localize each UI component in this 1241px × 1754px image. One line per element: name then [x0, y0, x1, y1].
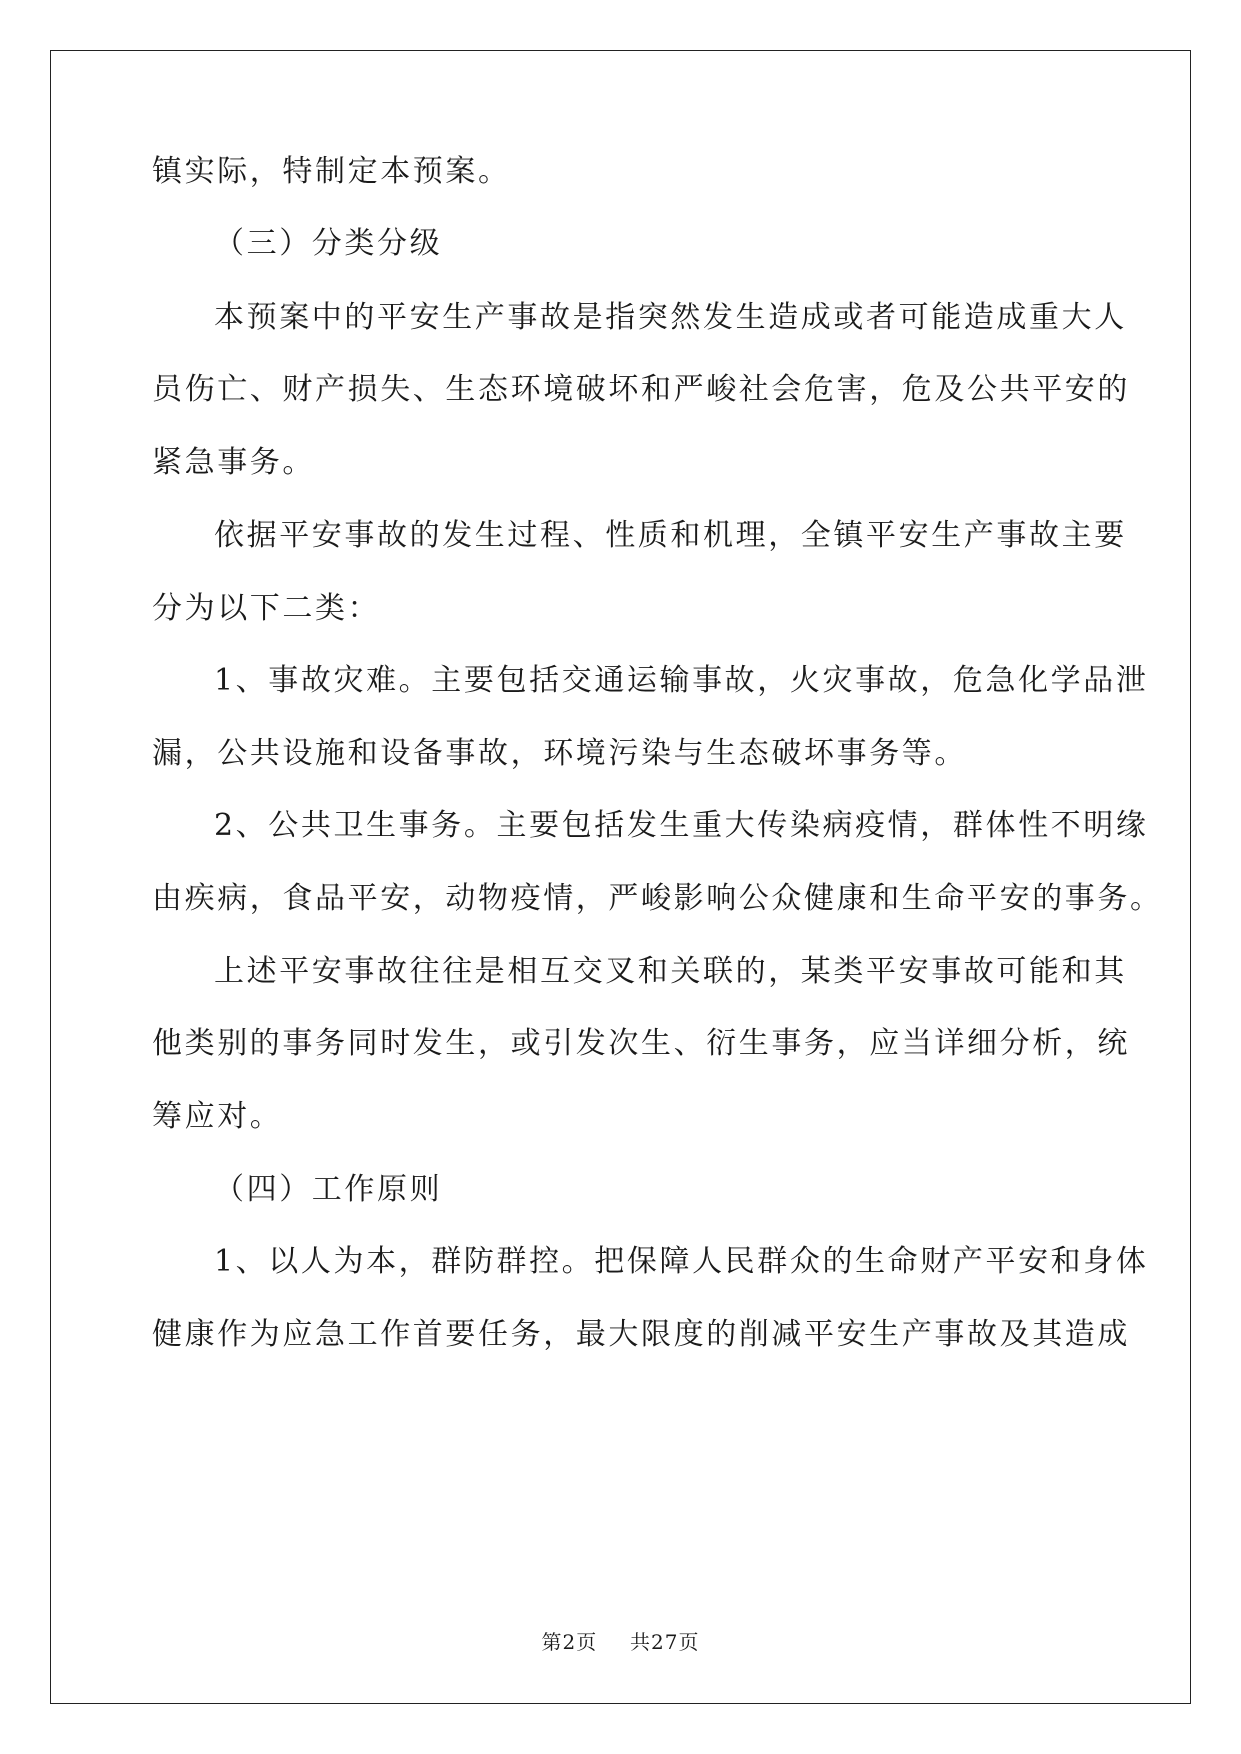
paragraph-line: 分为以下二类： [152, 591, 381, 626]
section-heading: （四）工作原则 [214, 1172, 443, 1207]
page-number: 第2页 [541, 1630, 598, 1654]
paragraph-line: 依据平安事故的发生过程、性质和机理，全镇平安生产事故主要 [214, 518, 1127, 553]
paragraph-line: 员伤亡、财产损失、生态环境破坏和严峻社会危害，危及公共平安的 [152, 372, 1130, 407]
paragraph-line: 本预案中的平安生产事故是指突然发生造成或者可能造成重大人 [214, 300, 1127, 335]
page-total: 共27页 [630, 1630, 700, 1654]
paragraph-line: 2、公共卫生事务。主要包括发生重大传染病疫情，群体性不明缘 [214, 808, 1149, 843]
paragraph-line: 漏，公共设施和设备事故，环境污染与生态破坏事务等。 [152, 736, 967, 771]
paragraph-line: 1、以人为本，群防群控。把保障人民群众的生命财产平安和身体 [214, 1244, 1149, 1279]
paragraph-line: 上述平安事故往往是相互交叉和关联的，某类平安事故可能和其 [214, 954, 1127, 989]
paragraph-line: 健康作为应急工作首要任务，最大限度的削减平安生产事故及其造成 [152, 1317, 1130, 1352]
paragraph-line: 1、事故灾难。主要包括交通运输事故，火灾事故，危急化学品泄 [214, 663, 1149, 698]
section-heading: （三）分类分级 [214, 226, 443, 261]
paragraph-line: 紧急事务。 [152, 445, 315, 480]
paragraph-line: 镇实际，特制定本预案。 [152, 154, 511, 189]
page-footer [0, 1626, 1241, 1655]
paragraph-line: 筹应对。 [152, 1099, 283, 1134]
paragraph-line: 由疾病，食品平安，动物疫情，严峻影响公众健康和生命平安的事务。 [152, 881, 1163, 916]
paragraph-line: 他类别的事务同时发生，或引发次生、衍生事务，应当详细分析，统 [152, 1026, 1130, 1061]
